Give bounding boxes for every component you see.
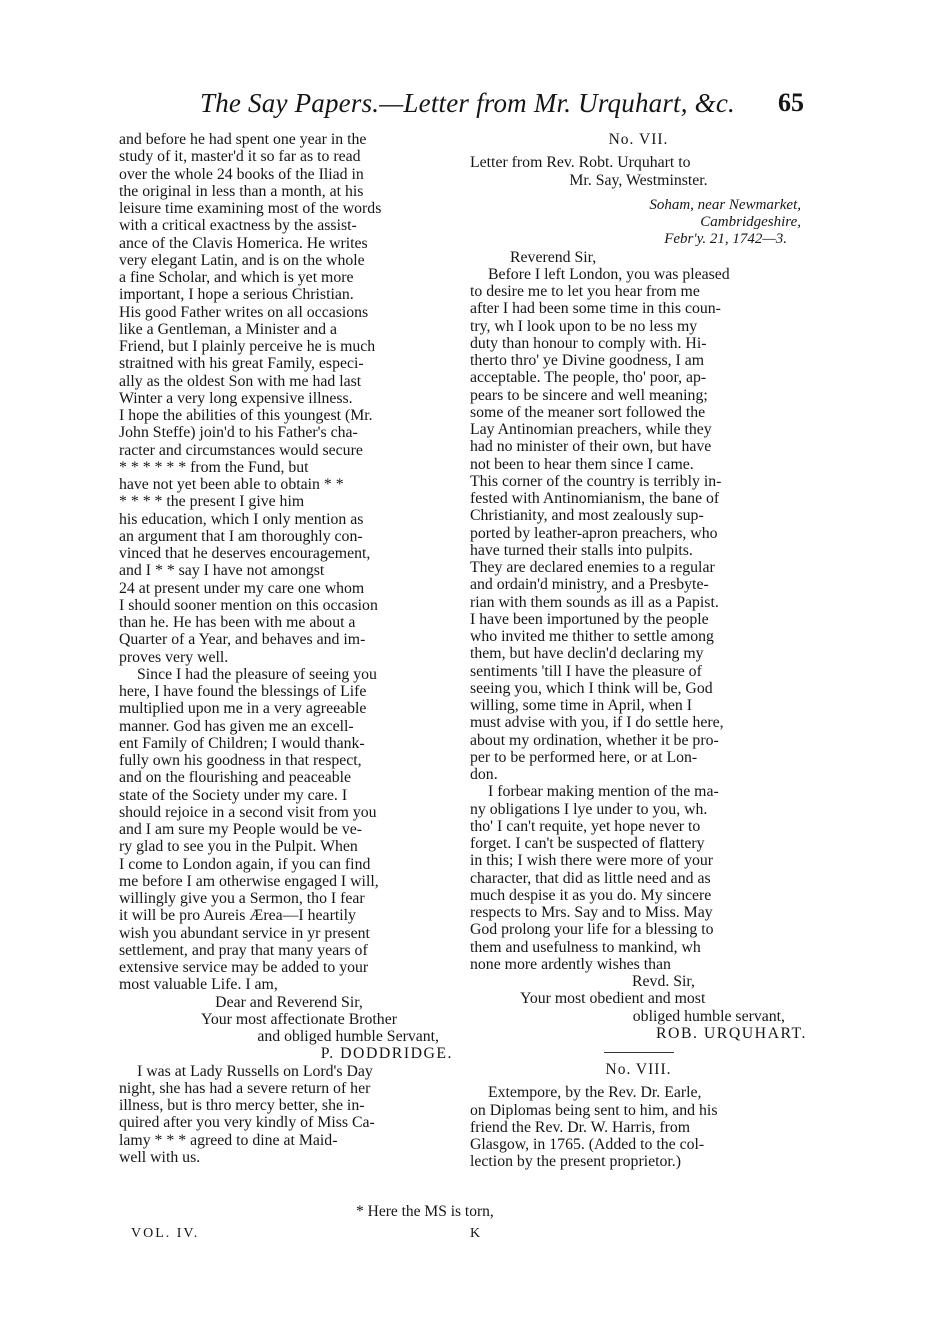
text-line: I forbear making mention of the ma-	[488, 783, 719, 801]
text-line: not been to hear them since I came.	[470, 455, 694, 473]
text-line: forget. I can't be suspected of flattery	[470, 835, 705, 852]
right-paragraph-2	[470, 783, 807, 973]
text-line: and I * * say I have not amongst	[119, 562, 325, 580]
text-line: duty than honour to comply with. Hi-	[470, 334, 707, 352]
text-line: settlement, and pray that many years of	[119, 941, 368, 959]
text-line: proves very well.	[119, 648, 229, 666]
text-line: and I am sure my People would be ve-	[119, 821, 363, 838]
address-line: Soham, near Newmarket,	[649, 196, 801, 213]
text-line: none more ardently wishes than	[470, 955, 671, 973]
signature-mark: K	[470, 1226, 481, 1241]
text-line: and ordain'd ministry, and a Presbyte-	[470, 576, 709, 594]
text-line: lection by the present proprietor.)	[470, 1153, 681, 1171]
text-line: an argument that I am thoroughly con-	[119, 527, 363, 545]
text-line: tho' I can't requite, yet hope never to	[470, 817, 701, 835]
text-line: quired after you very kindly of Miss Ca-	[119, 1114, 375, 1132]
text-line: friend the Rev. Dr. W. Harris, from	[470, 1118, 691, 1136]
text-line: them, but have declin'd declaring my	[470, 645, 704, 663]
letter-intro	[470, 154, 807, 189]
text-line: on Diplomas being sent to him, and his	[470, 1101, 718, 1119]
text-line: Friend, but I plainly perceive he is much	[119, 338, 376, 355]
text-line: ally as the oldest Son with me had last	[119, 372, 362, 390]
text-line: racter and circumstances would secure	[119, 441, 363, 459]
text-line: manner. God has given me an excell-	[119, 717, 354, 735]
text-line: sentiments 'till I have the pleasure of	[470, 662, 702, 680]
text-line: ny obligations I lye under to you, wh.	[470, 800, 708, 818]
text-line: Extempore, by the Rev. Dr. Earle,	[488, 1084, 702, 1102]
left-paragraph-2	[119, 666, 459, 994]
text-line: to desire me to let you hear from me	[470, 283, 700, 300]
text-line: They are declared enemies to a regular	[470, 559, 715, 576]
text-line: very elegant Latin, and is on the whole	[119, 251, 365, 269]
text-line: should rejoice in a second visit from you	[119, 803, 377, 821]
running-header-title: The Say Papers.—Letter from Mr. Urquhart, &c.	[200, 88, 735, 118]
text-line: leisure time examining most of the words	[119, 200, 382, 217]
text-line: straitned with his great Family, especi-	[119, 355, 364, 373]
text-line: His good Father writes on all occasions	[119, 303, 369, 321]
text-line: it will be pro Aureis Ærea—I heartily	[119, 907, 356, 925]
text-line: pears to be sincere and well meaning;	[470, 386, 708, 404]
text-line: much despise it as you do. My sincere	[470, 886, 712, 904]
text-line: ent Family of Children; I would thank-	[119, 734, 365, 752]
address-line: Febr'y. 21, 1742—3.	[664, 231, 787, 248]
closing-line: Your most affectionate Brother	[201, 1010, 397, 1028]
signature-urquhart: ROB. URQUHART.	[656, 1024, 807, 1042]
text-line: seeing you, which I think will be, God	[470, 679, 713, 697]
text-line: Glasgow, in 1765. (Added to the col-	[470, 1136, 705, 1153]
text-line: well with us.	[119, 1148, 201, 1166]
letter-salutation: Reverend Sir,	[510, 248, 597, 266]
text-line: after I had been some time in this coun-	[470, 300, 721, 318]
text-line: I was at Lady Russells on Lord's Day	[137, 1062, 373, 1080]
text-line: willingly give you a Sermon, tho I fear	[119, 890, 365, 907]
text-line: the original in less than a month, at his	[119, 182, 364, 200]
text-line: in this; I wish there were more of your	[470, 852, 714, 870]
closing-salutation: Revd. Sir,	[632, 973, 695, 990]
running-header	[200, 88, 810, 119]
closing-salutation: Dear and Reverend Sir,	[215, 993, 363, 1011]
text-line: and before he had spent one year in the	[119, 131, 367, 148]
text-line: I hope the abilities of this youngest (Mr.	[119, 407, 373, 424]
closing-line: Your most obedient and most	[520, 990, 706, 1008]
text-line: here, I have found the blessings of Life	[119, 683, 367, 700]
text-line: * * * * * * from the Fund, but	[119, 458, 309, 476]
closing-line: and obliged humble Servant,	[257, 1028, 439, 1045]
text-line: Winter a very long expensive illness.	[119, 389, 353, 407]
text-line: who invited me thither to settle among	[470, 628, 714, 645]
text-line: ance of the Clavis Homerica. He writes	[119, 234, 368, 252]
text-line: most valuable Life. I am,	[119, 976, 278, 994]
text-line: state of the Society under my care. I	[119, 786, 348, 804]
text-line: and on the flourishing and peaceable	[119, 769, 352, 787]
text-line: rian with them sounds as ill as a Papist.	[470, 593, 719, 611]
text-line: have not yet been able to obtain * *	[119, 476, 344, 493]
text-line: night, she has had a severe return of her	[119, 1079, 371, 1097]
text-line: vinced that he deserves encouragement,	[119, 545, 371, 562]
text-line: therto thro' ye Divine goodness, I am	[470, 352, 705, 369]
text-line: fested with Antinomianism, the bane of	[470, 490, 720, 507]
text-line: fully own his goodness in that respect,	[119, 752, 362, 769]
text-line: Lay Antinomian preachers, while they	[470, 421, 712, 438]
text-line: had no minister of their own, but have	[470, 438, 712, 456]
text-line: some of the meaner sort followed the	[470, 403, 706, 421]
signature-doddridge: P. DODDRIDGE.	[320, 1045, 453, 1063]
text-line: about my ordination, whether it be pro-	[470, 731, 719, 749]
text-line: with a critical exactness by the assist-	[119, 217, 357, 235]
text-line: respects to Mrs. Say and to Miss. May	[470, 904, 713, 921]
text-line: me before I am otherwise engaged I will,	[119, 872, 379, 890]
text-line: lamy * * * agreed to dine at Maid-	[119, 1131, 338, 1149]
left-paragraph-1	[119, 131, 459, 666]
text-line: 24 at present under my care one whom	[119, 579, 365, 597]
closing-line: obliged humble servant,	[632, 1007, 785, 1025]
address-line: Cambridgeshire,	[700, 214, 801, 230]
text-line: illness, but is thro mercy better, she in-	[119, 1097, 365, 1114]
text-line: study of it, master'd it so far as to read	[119, 148, 361, 166]
text-line: per to be performed here, or at Lon-	[470, 748, 698, 766]
text-line: Since I had the pleasure of seeing you	[137, 665, 377, 683]
text-line: I come to London again, if you can find	[119, 855, 371, 873]
text-line: ported by leather-apron preachers, who	[470, 524, 718, 542]
text-line: Before I left London, you was pleased	[488, 265, 730, 283]
left-column	[119, 131, 459, 1166]
left-closing	[119, 994, 459, 1063]
text-line: his education, which I only mention as	[119, 510, 364, 528]
text-line: wish you abundant service in yr present	[119, 924, 370, 942]
text-line: them and usefulness to mankind, wh	[470, 938, 701, 956]
text-line: like a Gentleman, a Minister and a	[119, 320, 338, 338]
text-line: character, that did as little need and as	[470, 869, 711, 887]
text-line: a fine Scholar, and which is yet more	[119, 269, 354, 286]
text-line: Quarter of a Year, and behaves and im-	[119, 631, 366, 649]
left-paragraph-3	[119, 1063, 459, 1167]
right-paragraph-3	[470, 1084, 807, 1170]
text-line: Letter from Rev. Robt. Urquhart to	[470, 154, 691, 172]
text-line: than he. He has been with me about a	[119, 614, 356, 631]
text-line: must advise with you, if I do settle here,	[470, 714, 724, 732]
text-line: ry glad to see you in the Pulpit. When	[119, 838, 358, 856]
letter-address	[470, 197, 807, 249]
text-line: Christianity, and most zealously sup-	[470, 507, 704, 525]
section-heading-no8: No. VIII.	[605, 1061, 672, 1078]
text-line: don.	[470, 766, 498, 783]
text-line: over the whole 24 books of the Iliad in	[119, 165, 364, 183]
text-line: * * * * the present I give him	[119, 493, 305, 511]
text-line: God prolong your life for a blessing to	[470, 921, 714, 939]
text-line: I have been importuned by the people	[470, 610, 709, 628]
right-paragraph-1	[470, 266, 807, 784]
text-line: extensive service may be added to your	[119, 959, 369, 976]
text-line: This corner of the country is terribly in-	[470, 472, 722, 490]
text-line: acceptable. The people, tho' poor, ap-	[470, 369, 707, 387]
text-line: I should sooner mention on this occasion	[119, 596, 378, 614]
text-line: Mr. Say, Westminster.	[569, 171, 708, 189]
volume-mark: VOL. IV.	[131, 1226, 200, 1241]
section-heading-no7: No. VII.	[608, 131, 669, 148]
page-number: 65	[778, 88, 804, 117]
section-divider	[604, 1052, 674, 1053]
right-closing	[470, 973, 807, 1042]
text-line: John Steffe) join'd to his Father's cha-	[119, 424, 358, 442]
text-line: important, I hope a serious Christian.	[119, 286, 354, 304]
right-column	[470, 131, 807, 1171]
text-line: willing, some time in April, when I	[470, 697, 693, 714]
text-line: multiplied upon me in a very agreeable	[119, 700, 367, 718]
footnote: * Here the MS is torn,	[356, 1203, 494, 1220]
text-line: try, wh I look upon to be no less my	[470, 317, 698, 335]
text-line: have turned their stalls into pulpits.	[470, 541, 693, 559]
